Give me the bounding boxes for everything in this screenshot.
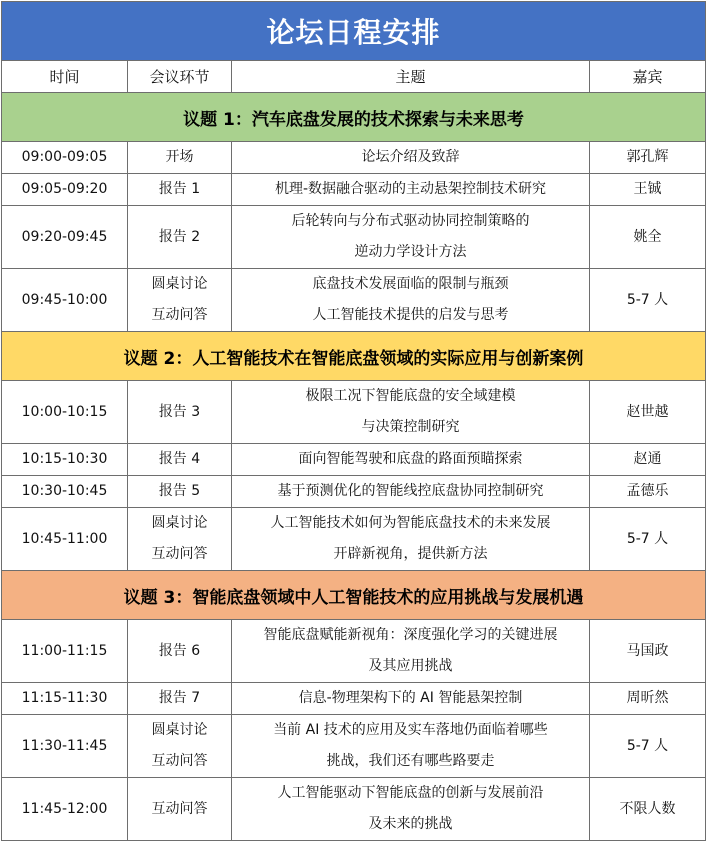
session-line: 报告 7 [158, 690, 201, 706]
session-line: 圆桌讨论 [151, 515, 208, 531]
topic-heading: 议题 1：汽车底盘发展的技术探索与未来思考 [2, 93, 706, 142]
column-header-subject: 主题 [232, 61, 590, 93]
topic-heading: 议题 2：人工智能技术在智能底盘领域的实际应用与创新案例 [2, 332, 706, 381]
table-row [2, 174, 706, 206]
topic-heading: 议题 3：智能底盘领域中人工智能技术的应用挑战与发展机遇 [2, 571, 706, 620]
guest-cell: 赵世越 [590, 381, 706, 444]
subject-line: 智能底盘赋能新视角：深度强化学习的关键进展 [263, 627, 558, 643]
subject-cell [232, 508, 590, 571]
topic-row [2, 571, 706, 620]
subject-line: 及其应用挑战 [368, 658, 453, 674]
time-cell: 11:45-12:00 [2, 778, 128, 841]
subject-cell [232, 683, 590, 715]
time-cell: 11:00-11:15 [2, 620, 128, 683]
session-cell [128, 444, 232, 476]
column-header-session: 会议环节 [128, 61, 232, 93]
time-cell: 09:45-10:00 [2, 269, 128, 332]
table-row [2, 142, 706, 174]
session-line: 互动问答 [151, 307, 208, 323]
subject-line: 信息-物理架构下的 AI 智能悬架控制 [298, 690, 523, 706]
session-cell [128, 381, 232, 444]
subject-cell [232, 715, 590, 778]
subject-cell [232, 269, 590, 332]
session-line: 开场 [165, 149, 194, 165]
session-line: 报告 3 [158, 403, 201, 420]
time-cell: 11:30-11:45 [2, 715, 128, 778]
session-cell [128, 206, 232, 269]
subject-line: 与决策控制研究 [361, 419, 460, 435]
session-cell [128, 476, 232, 508]
subject-line: 人工智能驱动下智能底盘的创新与发展前沿 [277, 785, 544, 801]
subject-line: 人工智能技术如何为智能底盘技术的未来发展 [270, 515, 551, 531]
subject-line: 人工智能技术提供的启发与思考 [312, 307, 509, 323]
subject-cell [232, 444, 590, 476]
table-row [2, 508, 706, 571]
session-line: 互动问答 [151, 800, 208, 817]
session-line: 报告 6 [158, 642, 201, 659]
time-cell: 10:00-10:15 [2, 381, 128, 444]
guest-cell: 马国政 [590, 620, 706, 683]
guest-cell: 5-7 人 [590, 269, 706, 332]
guest-cell: 孟德乐 [590, 476, 706, 508]
guest-cell: 王铖 [590, 174, 706, 206]
topic-row [2, 332, 706, 381]
subject-cell [232, 142, 590, 174]
column-header-time: 时间 [2, 61, 128, 93]
subject-line: 论坛介绍及致辞 [361, 149, 460, 165]
subject-cell [232, 206, 590, 269]
table-row [2, 476, 706, 508]
session-line: 报告 2 [158, 228, 201, 245]
column-header-guest: 嘉宾 [590, 61, 706, 93]
session-cell [128, 142, 232, 174]
header-row [2, 61, 706, 93]
table-row [2, 444, 706, 476]
session-cell [128, 778, 232, 841]
guest-cell: 周昕然 [590, 683, 706, 715]
subject-line: 挑战，我们还有哪些路要走 [326, 753, 495, 769]
session-line: 报告 4 [158, 451, 201, 467]
time-cell: 10:45-11:00 [2, 508, 128, 571]
subject-cell [232, 174, 590, 206]
time-cell: 09:05-09:20 [2, 174, 128, 206]
guest-cell: 姚全 [590, 206, 706, 269]
time-cell: 10:15-10:30 [2, 444, 128, 476]
subject-line: 面向智能驾驶和底盘的路面预瞄探索 [298, 451, 523, 467]
subject-line: 逆动力学设计方法 [354, 244, 467, 260]
subject-line: 开辟新视角，提供新方法 [333, 546, 488, 562]
subject-line: 基于预测优化的智能线控底盘协同控制研究 [277, 483, 544, 499]
session-cell [128, 174, 232, 206]
subject-cell [232, 620, 590, 683]
topic-row [2, 93, 706, 142]
table-row [2, 269, 706, 332]
subject-line: 及未来的挑战 [368, 816, 453, 832]
session-cell [128, 620, 232, 683]
session-cell [128, 269, 232, 332]
session-cell [128, 683, 232, 715]
subject-cell [232, 381, 590, 444]
session-line: 圆桌讨论 [151, 276, 208, 292]
table-row [2, 683, 706, 715]
subject-line: 极限工况下智能底盘的安全域建模 [305, 388, 516, 404]
session-cell [128, 715, 232, 778]
guest-cell: 赵通 [590, 444, 706, 476]
session-line: 报告 5 [158, 483, 201, 499]
subject-line: 底盘技术发展面临的限制与瓶颈 [312, 276, 509, 292]
session-line: 互动问答 [151, 753, 208, 769]
table-row [2, 620, 706, 683]
guest-cell: 5-7 人 [590, 508, 706, 571]
subject-line: 机理-数据融合驱动的主动悬架控制技术研究 [274, 181, 547, 197]
session-line: 报告 1 [158, 181, 201, 197]
table-row [2, 715, 706, 778]
time-cell: 09:00-09:05 [2, 142, 128, 174]
time-cell: 09:20-09:45 [2, 206, 128, 269]
guest-cell: 郭孔辉 [590, 142, 706, 174]
time-cell: 11:15-11:30 [2, 683, 128, 715]
subject-line: 当前 AI 技术的应用及实车落地仍面临着哪些 [273, 722, 548, 738]
session-cell [128, 508, 232, 571]
subject-line: 后轮转向与分布式驱动协同控制策略的 [291, 213, 530, 229]
table-row [2, 381, 706, 444]
schedule-table [1, 1, 706, 841]
table-row [2, 206, 706, 269]
session-line: 互动问答 [151, 546, 208, 562]
page-title: 论坛日程安排 [2, 2, 706, 61]
guest-cell: 5-7 人 [590, 715, 706, 778]
time-cell: 10:30-10:45 [2, 476, 128, 508]
title-row [2, 2, 706, 61]
guest-cell: 不限人数 [590, 778, 706, 841]
subject-cell [232, 476, 590, 508]
session-line: 圆桌讨论 [151, 722, 208, 738]
subject-cell [232, 778, 590, 841]
schedule-body [2, 2, 706, 841]
table-row [2, 778, 706, 841]
